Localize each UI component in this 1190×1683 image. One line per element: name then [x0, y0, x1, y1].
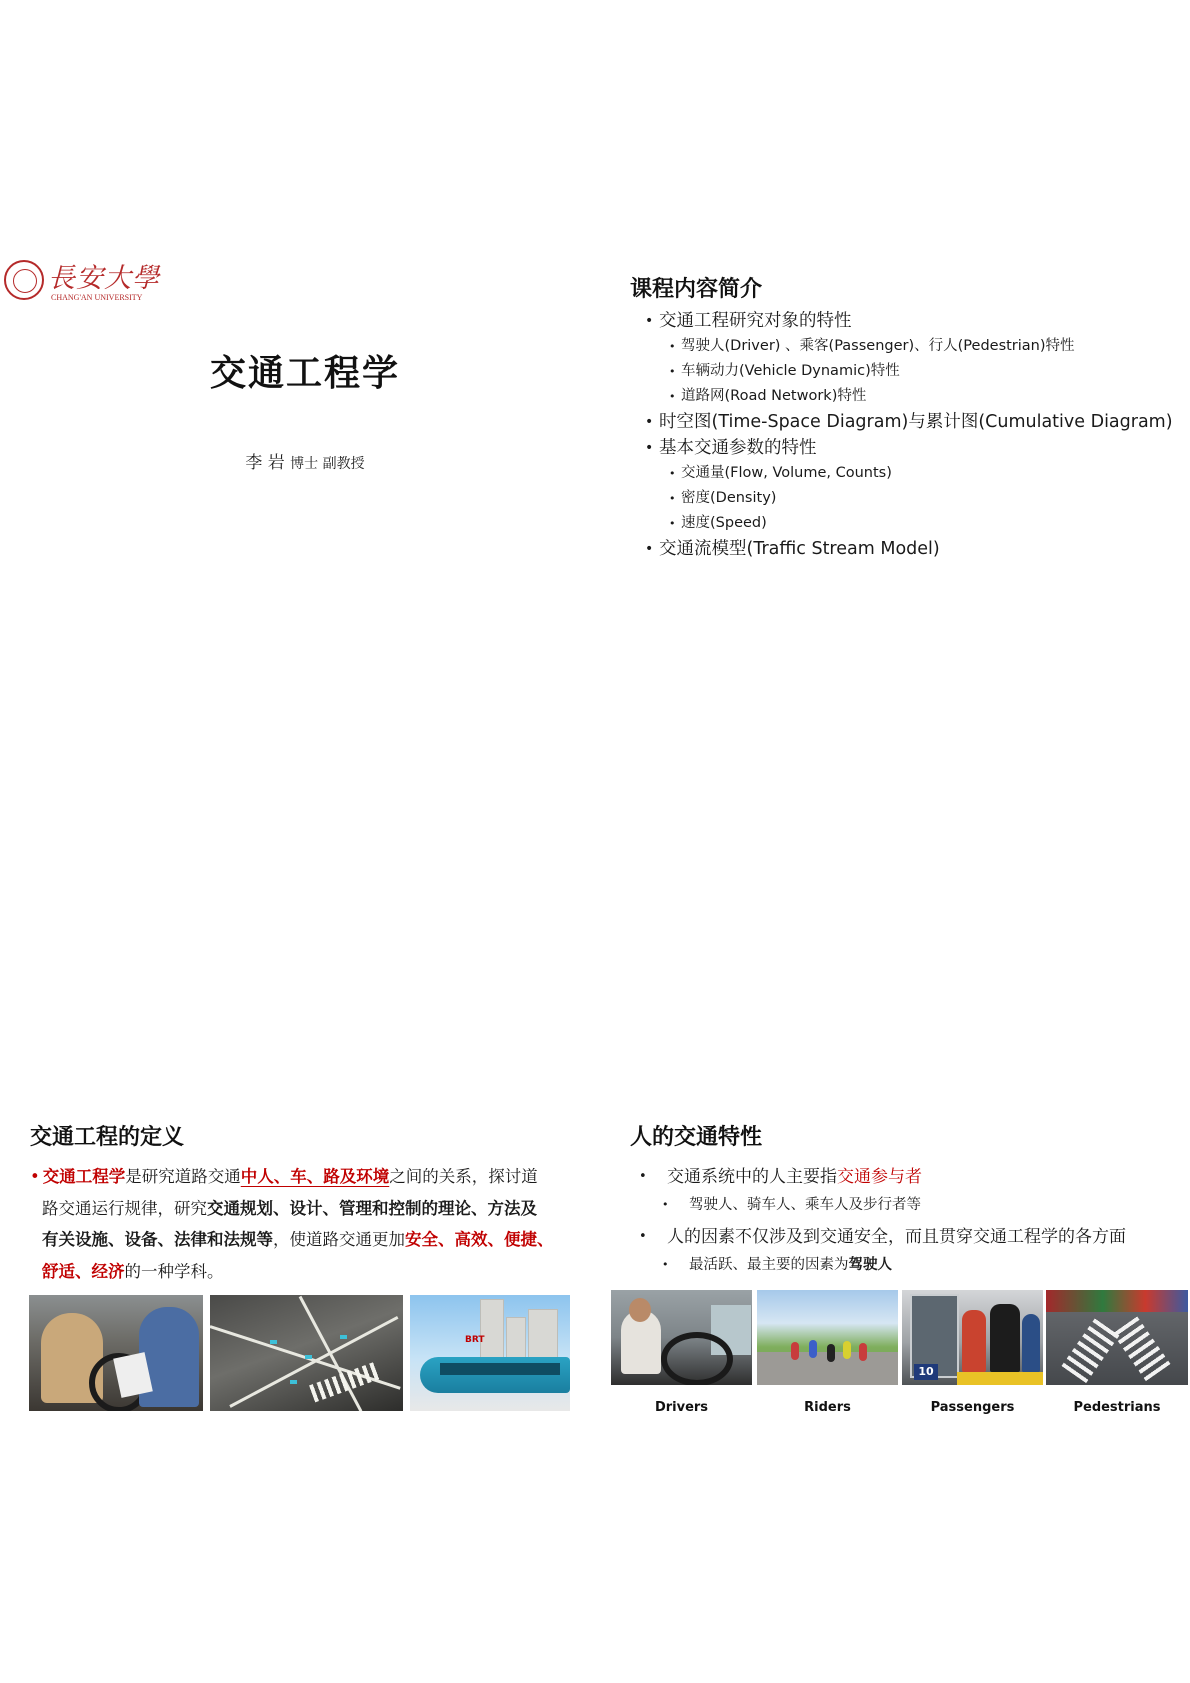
text-run: 最活跃、最主要的因素为: [689, 1257, 849, 1273]
course-title: 交通工程学: [209, 353, 400, 394]
definition-line: [30, 1256, 590, 1288]
caption-riders: Riders: [804, 1400, 851, 1415]
outline-subitem: • 速度(Speed): [645, 511, 1190, 536]
goals-highlight: 安全、高效、便捷、: [405, 1230, 554, 1249]
outline-title: 课程内容简介: [630, 277, 763, 302]
traits-item: [635, 1162, 1190, 1192]
driving-lesson-photo: [29, 1295, 203, 1411]
cyclist-icon: [809, 1340, 817, 1358]
boarding-passengers-photo: [902, 1290, 1043, 1385]
text-run: 是研究道路交通: [125, 1167, 241, 1186]
caption-passengers: Passengers: [930, 1400, 1015, 1415]
platform-edge: [957, 1372, 1043, 1385]
goals-highlight: 舒适、经济: [42, 1261, 125, 1281]
participants-highlight: 交通参与者: [837, 1167, 922, 1187]
university-logo: [4, 258, 160, 304]
definition-title: 交通工程的定义: [30, 1125, 185, 1150]
cyclist-icon: [859, 1343, 867, 1361]
outline-item: • 时空图(Time-Space Diagram)与累计图(Cumulative Diagram): [645, 409, 1190, 435]
definition-line: [30, 1193, 590, 1225]
car-icon: [305, 1355, 312, 1359]
outline-item: • 基本交通参数的特性: [645, 435, 1190, 461]
cyclist-icon: [791, 1342, 799, 1360]
subjects-highlight: 中人、车、路及环境: [240, 1167, 390, 1186]
bus-number: 10: [914, 1364, 938, 1380]
storefront-signs: [1046, 1290, 1188, 1312]
brt-bus-photo: [410, 1295, 570, 1411]
definition-line: [30, 1161, 590, 1193]
text-run: 的一种学科。: [124, 1261, 224, 1281]
author-line: [140, 448, 470, 473]
text-run: 路交通运行规律，研究: [42, 1198, 207, 1218]
caption-pedestrians: Pedestrians: [1073, 1400, 1161, 1415]
passenger-figure: [1022, 1314, 1040, 1372]
crosswalk: [1112, 1315, 1171, 1381]
logo-chinese-name: 長安大學: [48, 263, 160, 294]
passenger-figure: [962, 1310, 986, 1372]
brt-sign: BRT: [465, 1335, 485, 1345]
steering-wheel-icon: [661, 1332, 733, 1385]
outline-subitem: • 密度(Density): [645, 486, 1190, 511]
intersection-aerial-photo: [210, 1295, 403, 1411]
crosswalk: [1062, 1317, 1121, 1383]
outline-subitem: • 车辆动力(Vehicle Dynamic)特性: [645, 359, 1190, 384]
pedestrian-crossing-photo: [1046, 1290, 1188, 1385]
bus-windows: [440, 1363, 560, 1375]
logo-english-name: CHANG'AN UNIVERSITY: [51, 293, 143, 302]
scope-highlight: 交通规划、设计、管理和控制的理论、方法及: [207, 1198, 537, 1218]
text-run: ，使道路交通更加: [273, 1230, 405, 1249]
scope-highlight: 有关设施、设备、法律和法规等: [42, 1230, 273, 1249]
cyclist-icon: [843, 1341, 851, 1359]
driver-head: [629, 1298, 651, 1322]
course-outline-list: [645, 308, 1190, 562]
author-degree: 博士 副教授: [290, 456, 365, 472]
car-icon: [340, 1335, 347, 1339]
traits-subitem: • 驾驶人、骑车人、乘车人及步行者等: [635, 1192, 1190, 1218]
caption-drivers: Drivers: [654, 1400, 709, 1415]
traits-subitem: [635, 1252, 1190, 1278]
cyclist-icon: [827, 1344, 835, 1362]
outline-subitem: • 驾驶人(Driver) 、乘客(Passenger)、行人(Pedestrian)特性: [645, 334, 1190, 359]
human-traits-list: [635, 1162, 1190, 1282]
cyclists-photo: [757, 1290, 898, 1385]
bullet-icon: •: [30, 1167, 40, 1186]
text-run: 交通系统中的人主要指: [667, 1167, 837, 1187]
driver-highlight: 驾驶人: [848, 1257, 892, 1273]
outline-item: • 交通工程研究对象的特性: [645, 308, 1190, 334]
definition-line: [30, 1224, 590, 1256]
university-seal-icon: [4, 260, 44, 300]
outline-subitem: • 道路网(Road Network)特性: [645, 384, 1190, 409]
outline-item: • 交通流模型(Traffic Stream Model): [645, 536, 1190, 562]
car-icon: [270, 1340, 277, 1344]
text-run: 之间的关系，探讨道: [389, 1167, 538, 1186]
traits-item: • 人的因素不仅涉及到交通安全，而且贯穿交通工程学的各方面: [635, 1222, 1190, 1252]
car-icon: [290, 1380, 297, 1384]
definition-paragraph: [30, 1161, 590, 1287]
crosswalk: [309, 1362, 381, 1403]
passenger-figure: [990, 1304, 1020, 1372]
outline-subitem: • 交通量(Flow, Volume, Counts): [645, 461, 1190, 486]
human-traits-title: 人的交通特性: [630, 1125, 763, 1150]
bus-driver-photo: [611, 1290, 752, 1385]
author-name: 李 岩: [245, 453, 285, 473]
term-highlight: 交通工程学: [42, 1167, 126, 1186]
